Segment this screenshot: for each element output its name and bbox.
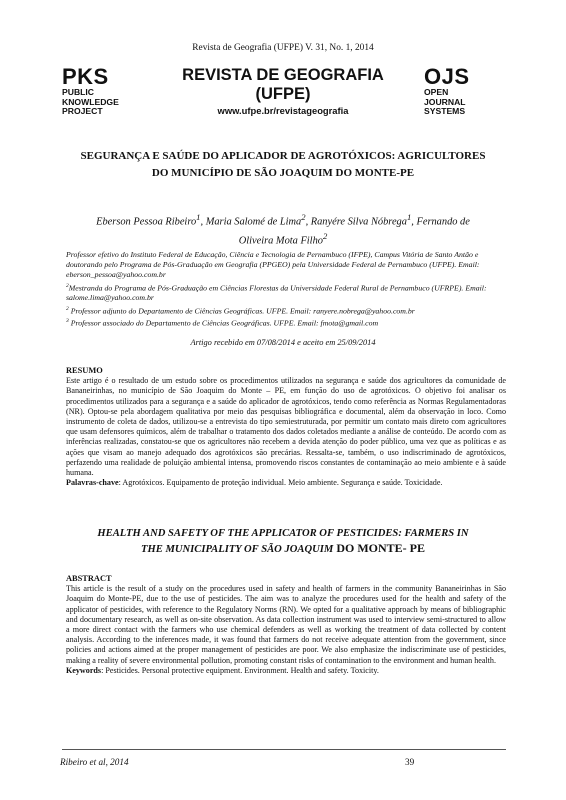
affiliation-2: $^2$Mestranda do Programa de Pós-Graduação em Ciências Florestas da Universidade Federal Rural de Pernambuco (UFRPE). Email: salome.lima@yahoo.com.br — [66, 282, 487, 303]
affiliation-3: $^2$ Professor adjunto do Departamento de Ciências Geográficas. UFPE. Email: ranyere.nobrega@yahoo.com.br — [66, 305, 415, 316]
ojs-logo-line2: JOURNAL — [424, 96, 466, 107]
resumo-heading: RESUMO — [66, 366, 103, 375]
pkp-logo-line3: PROJECT — [62, 106, 103, 117]
abstract-section — [66, 574, 506, 676]
article-title — [40, 148, 526, 182]
page-number: 39 — [405, 757, 415, 767]
abstract-heading: ABSTRACT — [66, 574, 112, 583]
journal-masthead — [150, 66, 416, 117]
ojs-logo-line1: OPEN — [424, 87, 449, 97]
author-name: Maria Salomé de Lima — [205, 216, 302, 228]
keywords — [66, 666, 506, 676]
palavras-chave-label: Palavras-chave — [66, 478, 119, 488]
palavras-chave-text: : Agrotóxicos. Equipamento de proteção individual. Meio ambiente. Segurança e saúde. Toxicidade. — [118, 478, 443, 488]
english-title-line1-end: : FARMERS IN — [398, 528, 469, 539]
english-title-line1: HEALTH AND SAFETY OF THE APPLICATOR OF PESTICIDES — [97, 528, 399, 539]
english-title-line2-end: DO MONTE- PE — [333, 541, 425, 555]
author-affiliation-mark: 1 — [406, 212, 412, 222]
keywords-text: : Pesticides. Personal protective equipment. Environment. Health and safety. Toxicity. — [101, 665, 379, 675]
palavras-chave — [66, 478, 506, 488]
author-name: Fernando de — [416, 216, 470, 228]
ojs-logo — [424, 66, 470, 117]
pkp-logo — [62, 66, 119, 117]
journal-affiliation: (UFPE) — [255, 85, 311, 103]
author-list: Eberson Pessoa Ribeiro$^1$, Maria Salomé de Lima$^2$, Ranyére Silva Nóbrega$^1$, Fernando de Oliveira Mota Filho$^2$ — [96, 212, 470, 247]
english-title — [40, 526, 526, 557]
resumo-body: Este artigo é o resultado de um estudo sobre os procedimentos utilizados na segurança e saúde dos agricultores da comunidade de Bananeirinhas, no município de São Joaquim do Monte – PE, em função do uso de agrotóxicos. O objetivo foi analisar os procedimentos utilizados para a segurança e a saúde do aplicador de agrotóxicos, tendo como referência as Normas Regulamentadoras (NR). Optou-se pela abordagem qualitativa por meio das pesquisas bibliográfica e documental, além da observação in loco. Como instrumento de coleta de dados, utilizou-se a entrevista do tipo semiestruturada, por permitir um contato mais direto com agricultores que usam defensores químicos, além de trabalhar o tratamento dos dados coletados mediante a análise de conteúdo. De acordo com as inferências realizadas, constatou-se que os agricultores não recebem a devida atenção do poder público, uma vez que as políticas e as ações que visam ao manejo adequado dos agrotóxicos são precárias. Ressalta-se, também, o uso indiscriminado de agrotóxicos, perfazendo uma realidade de poluição ambiental intensa, promovendo riscos constantes de contaminação ao meio ambiente e à saúde humana. — [66, 376, 506, 478]
footer-citation: Ribeiro et al, 2014 — [60, 757, 129, 767]
affiliation-1: Professor efetivo do Instituto Federal de Educação, Ciência e Tecnologia de Pernambuco (IFPE), Campus Vitória de Santo Antão e doutorando pelo Programa de Pós-Graduação em Geografia (PPGEO) pela Universidade Federal de Pernambuco (UFPE). Email: eberson_pessoa@yahoo.com.br — [66, 250, 480, 280]
author-affiliation-mark: 2 — [301, 212, 306, 222]
keywords-label: Keywords — [66, 665, 102, 675]
resumo-section — [66, 366, 506, 488]
received-accepted-dates: Artigo recebido em 07/08/2014 e aceito em 25/09/2014 — [190, 338, 376, 347]
pkp-logo-line2: KNOWLEDGE — [62, 96, 119, 107]
running-head: Revista de Geografia (UFPE) V. 31, No. 1, 2014 — [192, 43, 374, 53]
article-title-line2: DO MUNICÍPIO DE SÃO JOAQUIM DO MONTE-PE — [151, 167, 415, 179]
journal-name: REVISTA DE GEOGRAFIA — [182, 66, 384, 84]
affiliations — [66, 250, 506, 329]
ojs-logo-mark: OJS — [424, 64, 470, 89]
footer-divider — [62, 749, 506, 750]
journal-url: www.ufpe.br/revistageografia — [217, 105, 349, 116]
author-name: Ranyére Silva Nóbrega — [310, 216, 407, 228]
affiliation-4: $^3$ Professor associado do Departamento de Ciências Geográficas. UFPE. Email: fmota@gmail.com — [66, 318, 379, 328]
author-affiliation-mark: 1 — [196, 212, 201, 222]
author-name: Eberson Pessoa Ribeiro — [96, 216, 197, 228]
author-name: Oliveira Mota Filho — [238, 235, 323, 247]
article-title-line1: SEGURANÇA E SAÚDE DO APLICADOR DE AGROTÓXICOS: AGRICULTORES — [80, 150, 486, 162]
english-title-line2: THE MUNICIPALITY OF SÃO JOAQUIM — [141, 544, 334, 555]
pkp-logo-line1: PUBLIC — [62, 87, 94, 97]
abstract-body: This article is the result of a study on the procedures used in safety and health of farmers in the community Bananeirinhas in São Joaquim do Monte-PE, due to the use of pesticides. The aim was to analyze the procedures used for the health and safety of the applicator of pesticides, with reference to the Regulatory Norms (RN). We opted for a qualitative approach by means of bibliographic and documentary research, as well as on-site observation. As data collection instrument was used to interview semi-structured to allow a more direct contact with the farmers who use chemical defenders as well as working the treatment of data collected by content analysis. According to the inferences made, it was found that farmers do not receive adequate attention from the government, since policies and actions aimed at the proper management of pesticides are poor. We also emphasize the indiscriminate use of pesticides, making a reality of severe environmental pollution, promoting constant risks of contamination to the environment and human health. — [66, 584, 506, 665]
pkp-logo-mark: PKS — [62, 64, 109, 89]
ojs-logo-line3: SYSTEMS — [424, 106, 466, 117]
author-affiliation-mark: 2 — [322, 231, 328, 242]
